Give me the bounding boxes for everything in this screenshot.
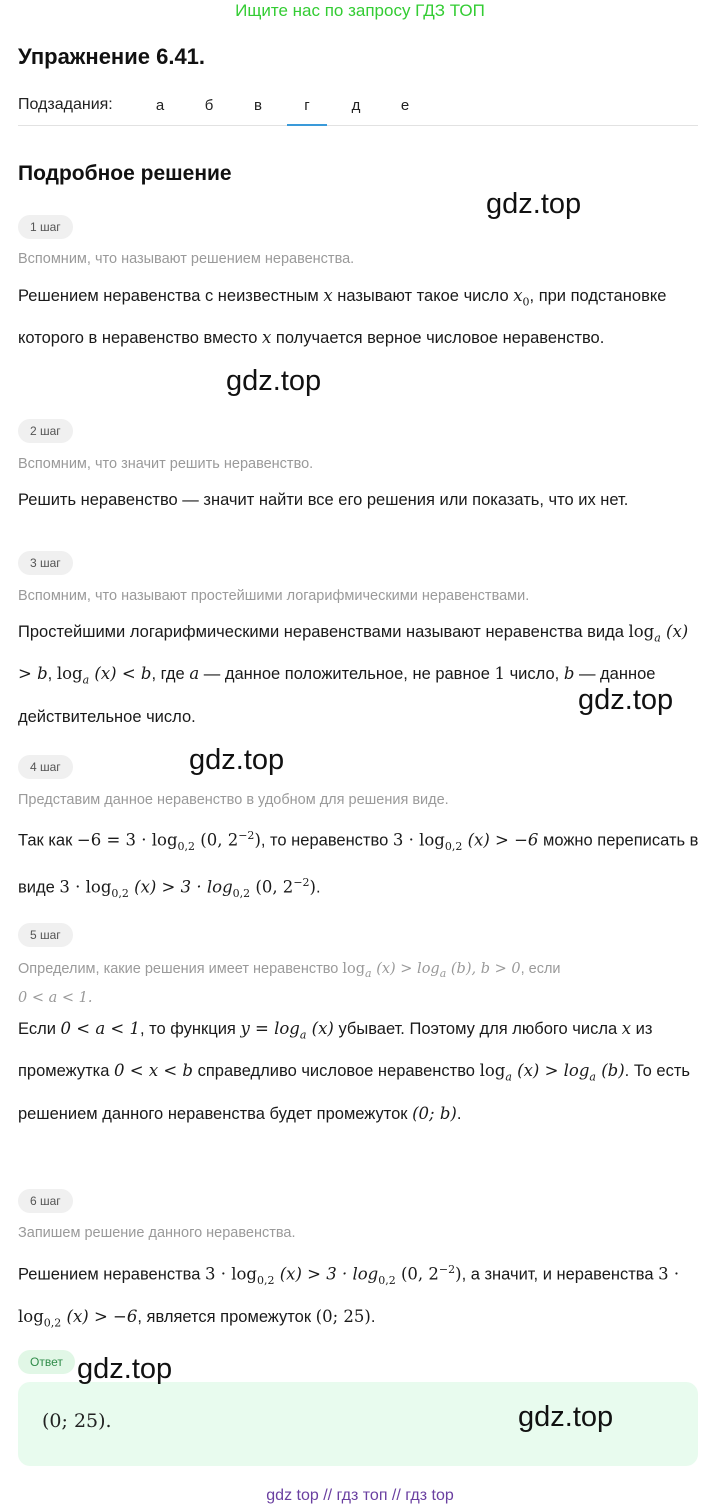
subtasks-label: Подзадания: xyxy=(18,96,113,113)
step-text: Простейшими логарифмическими неравенствами называют неравенства вида $\log_a (x) > b$, $\log_a (x) < b$, где a — данное положительное, не равное 1 число, b — данное действительное число. xyxy=(18,622,689,726)
watermark: gdz.top xyxy=(77,1353,173,1385)
step-text: Если 0 < a < 1, то функция $y = \log_a (x)$ убывает. Поэтому для любого числа x из промежутка 0 < x < b справедливо числовое неравенство $\log_a (x) > \log_a (b)$. То есть решением данного неравенства будет промежуток (0; b). xyxy=(18,1019,690,1123)
step-hint: Запишем решение данного неравенства. xyxy=(18,1225,296,1241)
step-badge: 1 шаг xyxy=(18,215,73,239)
subtask-tab-d[interactable]: д xyxy=(351,97,361,114)
step-text: Так как $-6 = 3 \cdot \log_{0,2} (0$, $2^{-2}$), то неравенство $3 \cdot \log_{0,2} (x) > -6$ можно переписать в виде $3 \cdot \log_{0,2} (x) > 3 \cdot \log_{0,2} (0$, $2^{-2}$). xyxy=(18,829,699,900)
step-badge: 4 шаг xyxy=(18,755,73,779)
step-hint: Представим данное неравенство в удобном для решения виде. xyxy=(18,792,449,808)
step-text: Решением неравенства с неизвестным x называют такое число $x_0$, при подстановке которого в неравенство вместо x получается верное числовое неравенство. xyxy=(18,286,667,348)
subtask-tab-b[interactable]: б xyxy=(204,97,214,114)
watermark: gdz.top xyxy=(486,188,582,220)
exercise-title: Упражнение 6.41. xyxy=(18,44,206,69)
top-banner[interactable]: Ищите нас по запросу ГДЗ ТОП xyxy=(235,1,485,20)
step-badge: 5 шаг xyxy=(18,923,73,947)
step-hint: Вспомним, что значит решить неравенство. xyxy=(18,456,314,472)
watermark: gdz.top xyxy=(189,744,285,776)
watermark: gdz.top xyxy=(518,1401,614,1433)
step-hint: Вспомним, что называют решением неравенства. xyxy=(18,251,355,267)
watermark: gdz.top xyxy=(226,365,322,397)
step-hint: Вспомним, что называют простейшими логарифмическими неравенствами. xyxy=(18,588,530,604)
answer-value: (0; 25). xyxy=(42,1410,112,1432)
subtask-tab-g-active[interactable]: г xyxy=(287,94,327,126)
answer-badge: Ответ xyxy=(18,1350,75,1374)
subtask-tab-v[interactable]: в xyxy=(254,97,262,114)
subtask-tab-e[interactable]: е xyxy=(400,97,410,114)
step-badge: 3 шаг xyxy=(18,551,73,575)
step-badge: 6 шаг xyxy=(18,1189,73,1213)
step-text: Решить неравенство — значит найти все его решения или показать, что их нет. xyxy=(18,491,629,509)
watermark: gdz.top xyxy=(578,684,674,716)
step-badge: 2 шаг xyxy=(18,419,73,443)
solution-title: Подробное решение xyxy=(18,162,232,185)
subtask-tab-a[interactable]: а xyxy=(155,97,165,114)
footer-links[interactable]: gdz top // гдз топ // гдз top xyxy=(266,1487,454,1504)
step-text: Решением неравенства $3 \cdot \log_{0,2} (x) > 3 \cdot \log_{0,2} (0$, $2^{-2}$), а значит, и неравенства $3 \cdot \log_{0,2} (x) > -6$, является промежуток (0; 25). xyxy=(18,1263,680,1330)
subtasks-bar xyxy=(18,94,698,126)
step-hint: Определим, какие решения имеет неравенство $\log_a (x) > \log_a (b)$, b > 0, если 0 < a < 1. xyxy=(18,961,561,1006)
